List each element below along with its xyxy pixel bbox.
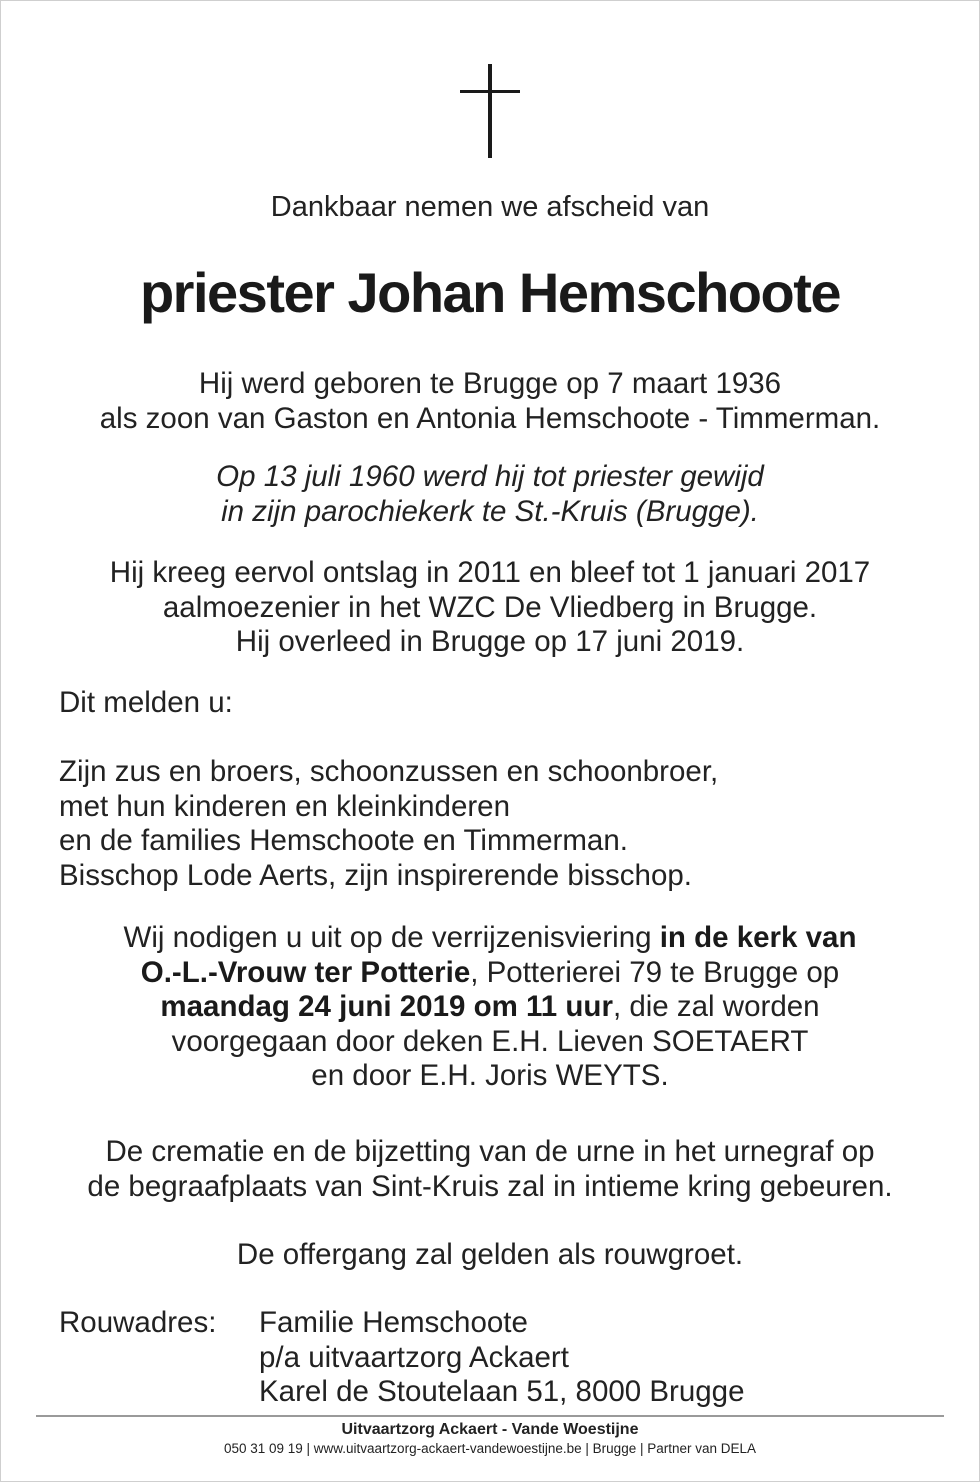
ordination-paragraph xyxy=(0,460,980,529)
invitation-line-2: O.-L.-Vrouw ter Potterie, Potterierei 79 te Brugge op xyxy=(140,955,840,989)
address-line-1: Familie Hemschoote xyxy=(259,1306,528,1339)
career-line-1: Hij kreeg eervol ontslag in 2011 en bleef tot 1 januari 2017 xyxy=(109,556,871,589)
announcers-label: Dit melden u: xyxy=(59,686,233,719)
address-line-3: Karel de Stoutelaan 51, 8000 Brugge xyxy=(259,1375,745,1408)
intro-line: Dankbaar nemen we afscheid van xyxy=(270,191,710,223)
cross-icon xyxy=(460,64,520,158)
address-line-2: p/a uitvaartzorg Ackaert xyxy=(259,1340,569,1374)
cremation-line-1: De crematie en de bijzetting van de urne in het urnegraf op xyxy=(105,1135,875,1168)
ordination-line-2: in zijn parochiekerk te St.-Kruis (Brugge). xyxy=(221,494,759,528)
family-paragraph xyxy=(59,755,718,893)
address-label: Rouwadres: xyxy=(59,1306,217,1339)
invitation-line-4: voorgegaan door deken E.H. Lieven SOETAERT xyxy=(171,1024,809,1058)
invitation-line-5: en door E.H. Joris WEYTS. xyxy=(311,1059,669,1092)
deceased-name: priester Johan Hemschoote xyxy=(139,261,841,324)
career-paragraph xyxy=(0,556,980,660)
family-line-4: Bisschop Lode Aerts, zijn inspirerende bisschop. xyxy=(59,858,692,892)
footer-divider xyxy=(36,1415,944,1417)
cremation-paragraph xyxy=(0,1135,980,1204)
family-line-1: Zijn zus en broers, schoonzussen en schoonbroer, xyxy=(59,755,719,788)
birth-line-2: als zoon van Gaston en Antonia Hemschoote - Timmerman. xyxy=(99,401,881,435)
birth-paragraph xyxy=(0,367,980,436)
cremation-line-2: de begraafplaats van Sint-Kruis zal in intieme kring gebeuren. xyxy=(87,1169,893,1203)
career-line-3: Hij overleed in Brugge op 17 juni 2019. xyxy=(235,625,745,658)
invitation-paragraph xyxy=(0,921,980,1094)
invitation-line-1: Wij nodigen u uit op de verrijzenisviering in de kerk van xyxy=(123,921,857,954)
mourning-address xyxy=(259,1306,744,1410)
offering-line: De offergang zal gelden als rouwgroet. xyxy=(236,1238,744,1271)
funeral-home-details: 050 31 09 19 | www.uitvaartzorg-ackaert-vandewoestijne.be | Brugge | Partner van DELA xyxy=(223,1441,757,1456)
ordination-line-1: Op 13 juli 1960 werd hij tot priester gewijd xyxy=(216,460,764,493)
family-line-2: met hun kinderen en kleinkinderen xyxy=(59,789,510,823)
career-line-2: aalmoezenier in het WZC De Vliedberg in Brugge. xyxy=(162,590,818,624)
birth-line-1: Hij werd geboren te Brugge op 7 maart 1936 xyxy=(198,367,782,400)
funeral-home-name: Uitvaartzorg Ackaert - Vande Woestijne xyxy=(341,1421,639,1438)
family-line-3: en de families Hemschoote en Timmerman. xyxy=(59,824,628,857)
invitation-line-3: maandag 24 juni 2019 om 11 uur, die zal worden xyxy=(160,990,820,1023)
